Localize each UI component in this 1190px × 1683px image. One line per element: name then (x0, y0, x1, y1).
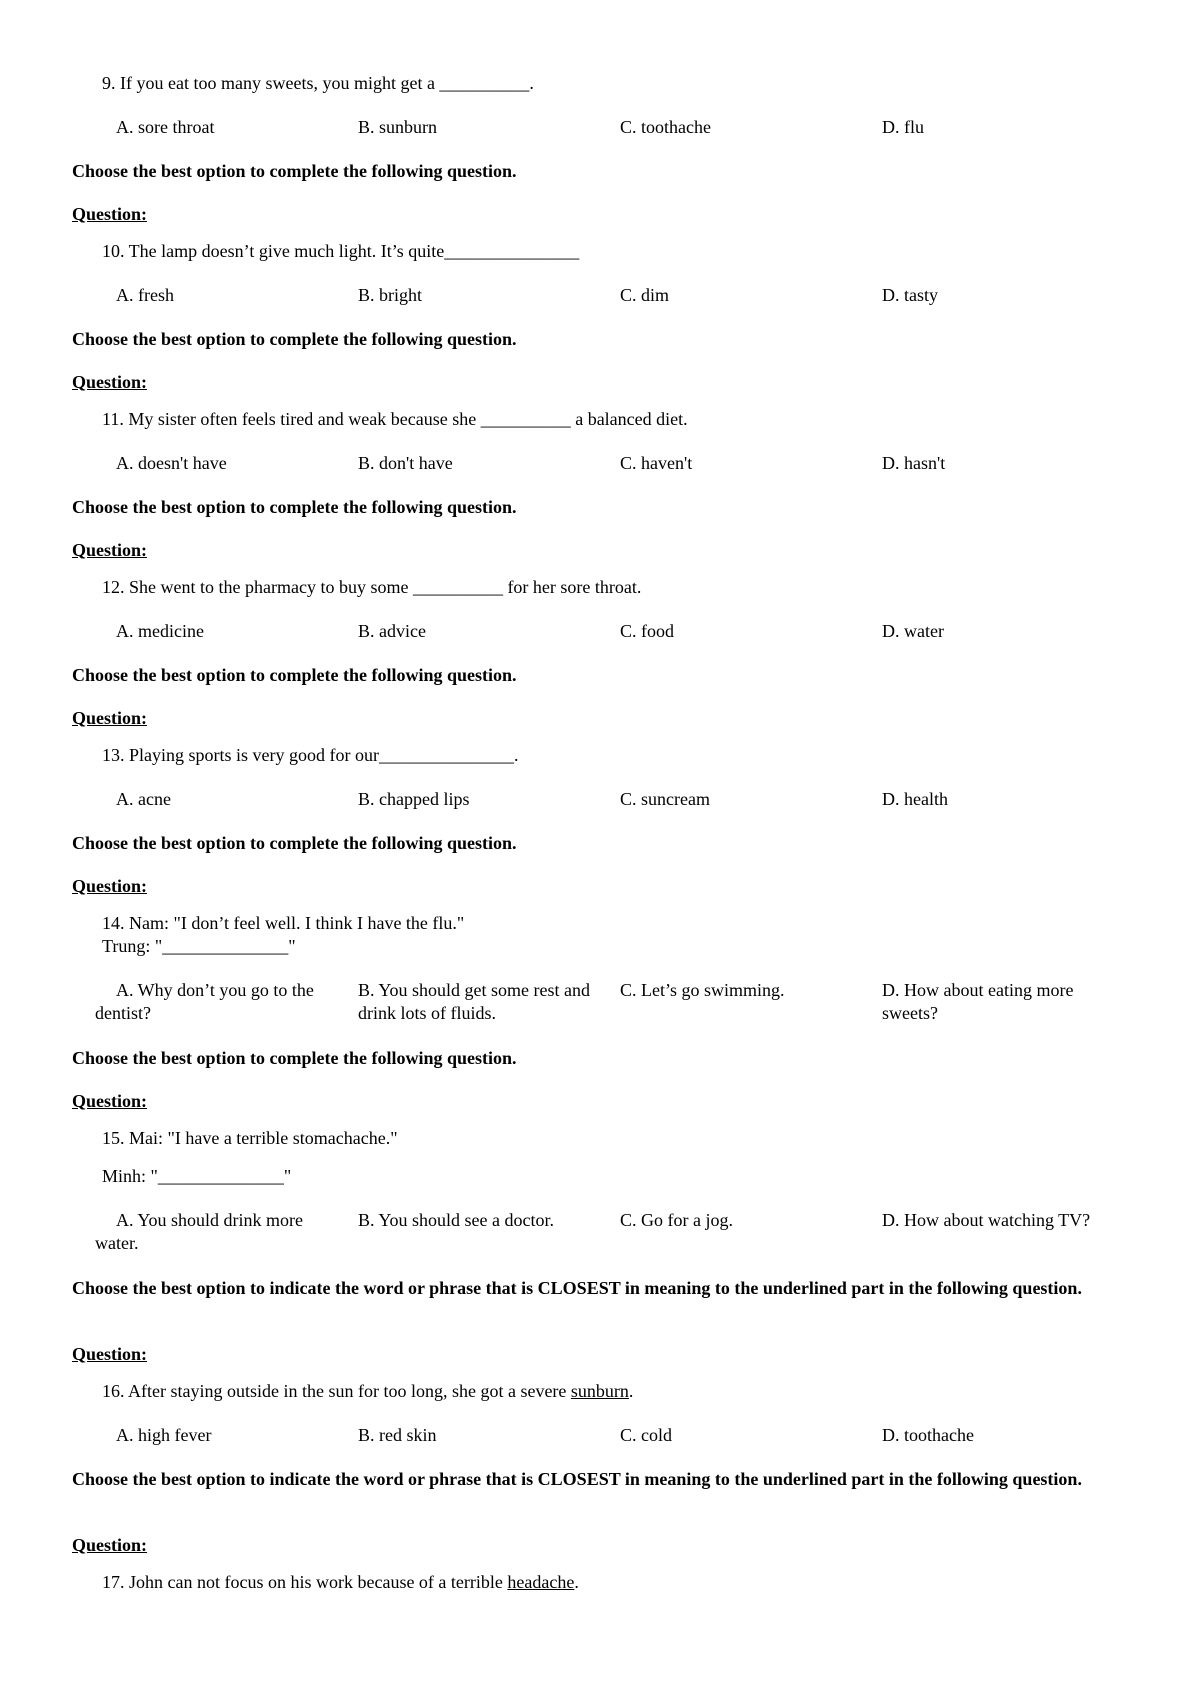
option-a[interactable]: A. You should drink more water. (95, 1210, 304, 1253)
question-14-response: Trung: "______________" (102, 936, 296, 956)
option-d[interactable]: D. hasn't (882, 453, 946, 473)
question-17-text (102, 1571, 579, 1594)
option-b[interactable]: B. advice (358, 621, 426, 641)
question-14-text: 14. Nam: "I don’t feel well. I think I have the flu." (102, 913, 465, 933)
option-c[interactable]: C. Go for a jog. (620, 1210, 733, 1230)
question-label: Question: (72, 708, 148, 728)
option-c[interactable]: C. food (620, 621, 674, 641)
option-b[interactable]: B. You should see a doctor. (358, 1210, 555, 1230)
question-16-text (102, 1380, 633, 1403)
question-label: Question: (72, 876, 148, 896)
option-a[interactable]: A. doesn't have (116, 453, 227, 473)
question-label: Question: (72, 1344, 148, 1364)
option-c[interactable]: C. Let’s go swimming. (620, 980, 785, 1000)
instruction: Choose the best option to complete the following question. (72, 833, 517, 853)
question-label: Question: (72, 1091, 148, 1111)
option-a[interactable]: A. fresh (116, 285, 174, 305)
question-15-response: Minh: "______________" (102, 1166, 292, 1186)
question-label: Question: (72, 1535, 148, 1555)
option-d[interactable]: D. How about watching TV? (882, 1210, 1091, 1230)
option-b[interactable]: B. chapped lips (358, 789, 470, 809)
instruction: Choose the best option to complete the following question. (72, 1048, 517, 1068)
option-c[interactable]: C. suncream (620, 789, 710, 809)
option-d[interactable]: D. water (882, 621, 944, 641)
option-d[interactable]: D. How about eating more sweets? (882, 980, 1074, 1023)
question-label: Question: (72, 372, 148, 392)
option-b[interactable]: B. red skin (358, 1425, 437, 1445)
question-11-text: 11. My sister often feels tired and weak because she __________ a balanced diet. (102, 409, 688, 429)
question-12-text: 12. She went to the pharmacy to buy some __________ for her sore throat. (102, 577, 642, 597)
option-a[interactable]: A. acne (116, 789, 171, 809)
question-10-text: 10. The lamp doesn’t give much light. It’s quite_______________ (102, 241, 580, 261)
question-17-text-before: 17. John can not focus on his work because of a terrible (102, 1572, 508, 1592)
option-c[interactable]: C. haven't (620, 453, 693, 473)
option-d[interactable]: D. toothache (882, 1425, 974, 1445)
option-d[interactable]: D. tasty (882, 285, 938, 305)
option-c[interactable]: C. toothache (620, 117, 711, 137)
question-15-text: 15. Mai: "I have a terrible stomachache." (102, 1128, 398, 1148)
option-c[interactable]: C. cold (620, 1425, 672, 1445)
option-a[interactable]: A. medicine (116, 621, 204, 641)
option-b[interactable]: B. bright (358, 285, 423, 305)
option-d[interactable]: D. health (882, 789, 948, 809)
option-a[interactable]: A. high fever (116, 1425, 212, 1445)
option-a[interactable]: A. sore throat (116, 117, 215, 137)
option-b[interactable]: B. sunburn (358, 117, 438, 137)
question-label: Question: (72, 204, 148, 224)
question-16-text-after: . (628, 1381, 634, 1401)
instruction: Choose the best option to complete the following question. (72, 497, 517, 517)
instruction-closest: Choose the best option to indicate the word or phrase that is CLOSEST in meaning to the underlined part in the following question. (72, 1278, 1082, 1298)
option-c[interactable]: C. dim (620, 285, 670, 305)
instruction-closest: Choose the best option to indicate the word or phrase that is CLOSEST in meaning to the underlined part in the following question. (72, 1469, 1082, 1489)
question-9-text: 9. If you eat too many sweets, you might get a __________. (102, 73, 534, 93)
question-13-text: 13. Playing sports is very good for our_______________. (102, 745, 519, 765)
option-b[interactable]: B. You should get some rest and drink lots of fluids. (358, 980, 591, 1023)
instruction: Choose the best option to complete the following question. (72, 161, 517, 181)
underlined-word: sunburn (570, 1381, 629, 1401)
question-label: Question: (72, 540, 148, 560)
question-17-text-after: . (574, 1572, 579, 1592)
underlined-word: headache (507, 1572, 575, 1592)
instruction: Choose the best option to complete the following question. (72, 329, 517, 349)
instruction: Choose the best option to complete the following question. (72, 665, 517, 685)
option-b[interactable]: B. don't have (358, 453, 453, 473)
option-a[interactable]: A. Why don’t you go to the dentist? (95, 980, 314, 1023)
question-16-text-before: 16. After staying outside in the sun for too long, she got a severe (102, 1381, 571, 1401)
option-d[interactable]: D. flu (882, 117, 924, 137)
